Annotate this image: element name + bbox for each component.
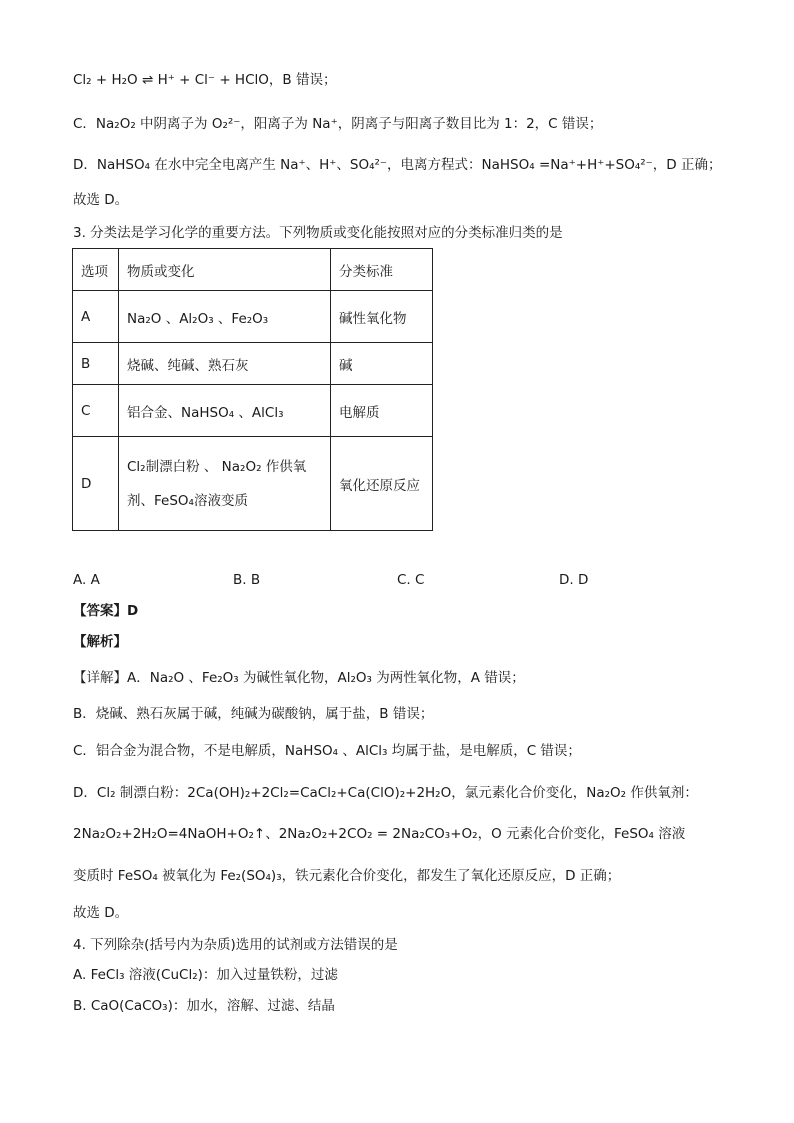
option-b: B. B <box>233 572 261 588</box>
option-c: C. C <box>397 572 425 588</box>
table-cell: 碱性氧化物 <box>331 291 433 343</box>
detail-line: 2Na₂O₂+2H₂O=4NaOH+O₂↑、2Na₂O₂+2CO₂ = 2Na₂CO₃+O₂，O 元素化合价变化，FeSO₄ 溶液 <box>73 826 686 842</box>
answer-label: 【答案】D <box>73 603 139 619</box>
text-line: Cl₂ + H₂O ⇌ H⁺ + Cl⁻ + HClO，B 错误； <box>73 72 337 88</box>
question-4-option: B. CaO(CaCO₃)：加水，溶解、过滤、结晶 <box>73 998 335 1014</box>
table-header: 分类标准 <box>331 249 433 291</box>
table-row <box>73 385 433 437</box>
detail-line: 变质时 FeSO₄ 被氧化为 Fe₂(SO₄)₃，铁元素化合价变化，都发生了氧化还原反应，D 正确； <box>73 868 621 884</box>
question-4-stem: 4. 下列除杂(括号内为杂质)选用的试剂或方法错误的是 <box>73 937 398 953</box>
question-4-option: A. FeCl₃ 溶液(CuCl₂)：加入过量铁粉，过滤 <box>73 967 338 983</box>
classification-table <box>72 248 433 531</box>
analysis-label: 【解析】 <box>73 634 127 650</box>
text-line: 故选 D。 <box>73 192 129 208</box>
table-cell: 烧碱、纯碱、熟石灰 <box>119 343 331 385</box>
text-line: C．Na₂O₂ 中阴离子为 O₂²⁻，阳离子为 Na⁺，阴离子与阳离子数目比为 1：2，C 错误； <box>73 116 603 132</box>
table-row <box>73 343 433 385</box>
text-line: D．NaHSO₄ 在水中完全电离产生 Na⁺、H⁺、SO₄²⁻，电离方程式：NaHSO₄ =Na⁺+H⁺+SO₄²⁻，D 正确； <box>73 157 722 173</box>
table-header-row <box>73 249 433 291</box>
table-cell: 碱 <box>331 343 433 385</box>
table-header: 选项 <box>73 249 119 291</box>
cell-line: 剂、FeSO₄溶液变质 <box>127 492 248 509</box>
table-cell: C <box>73 385 119 437</box>
detail-line: C．铝合金为混合物，不是电解质，NaHSO₄ 、AlCl₃ 均属于盐，是电解质，C 错误； <box>73 743 581 759</box>
conclusion-line: 故选 D。 <box>73 905 129 921</box>
table-cell: Na₂O 、Al₂O₃ 、Fe₂O₃ <box>119 291 331 343</box>
question-3-stem: 3. 分类法是学习化学的重要方法。下列物质或变化能按照对应的分类标准归类的是 <box>73 225 563 241</box>
table-cell: A <box>73 291 119 343</box>
option-d: D. D <box>559 572 589 588</box>
detail-line: B．烧碱、熟石灰属于碱，纯碱为碳酸钠，属于盐，B 错误； <box>73 706 434 722</box>
table-cell: 氧化还原反应 <box>331 437 433 531</box>
table-cell: D <box>73 437 119 531</box>
detail-line: D．Cl₂ 制漂白粉：2Ca(OH)₂+2Cl₂=CaCl₂+Ca(ClO)₂+2H₂O，氯元素化合价变化，Na₂O₂ 作供氧剂： <box>73 785 698 801</box>
cell-line: Cl₂制漂白粉 、 Na₂O₂ 作供氧 <box>127 458 307 475</box>
table-cell <box>119 437 331 531</box>
table-cell: 铝合金、NaHSO₄ 、AlCl₃ <box>119 385 331 437</box>
table-row <box>73 437 433 531</box>
table-header: 物质或变化 <box>119 249 331 291</box>
table-row <box>73 291 433 343</box>
table-cell: B <box>73 343 119 385</box>
detail-line: 【详解】A．Na₂O 、Fe₂O₃ 为碱性氧化物，Al₂O₃ 为两性氧化物，A 错误； <box>73 670 525 686</box>
option-a: A. A <box>73 572 100 588</box>
table-cell: 电解质 <box>331 385 433 437</box>
